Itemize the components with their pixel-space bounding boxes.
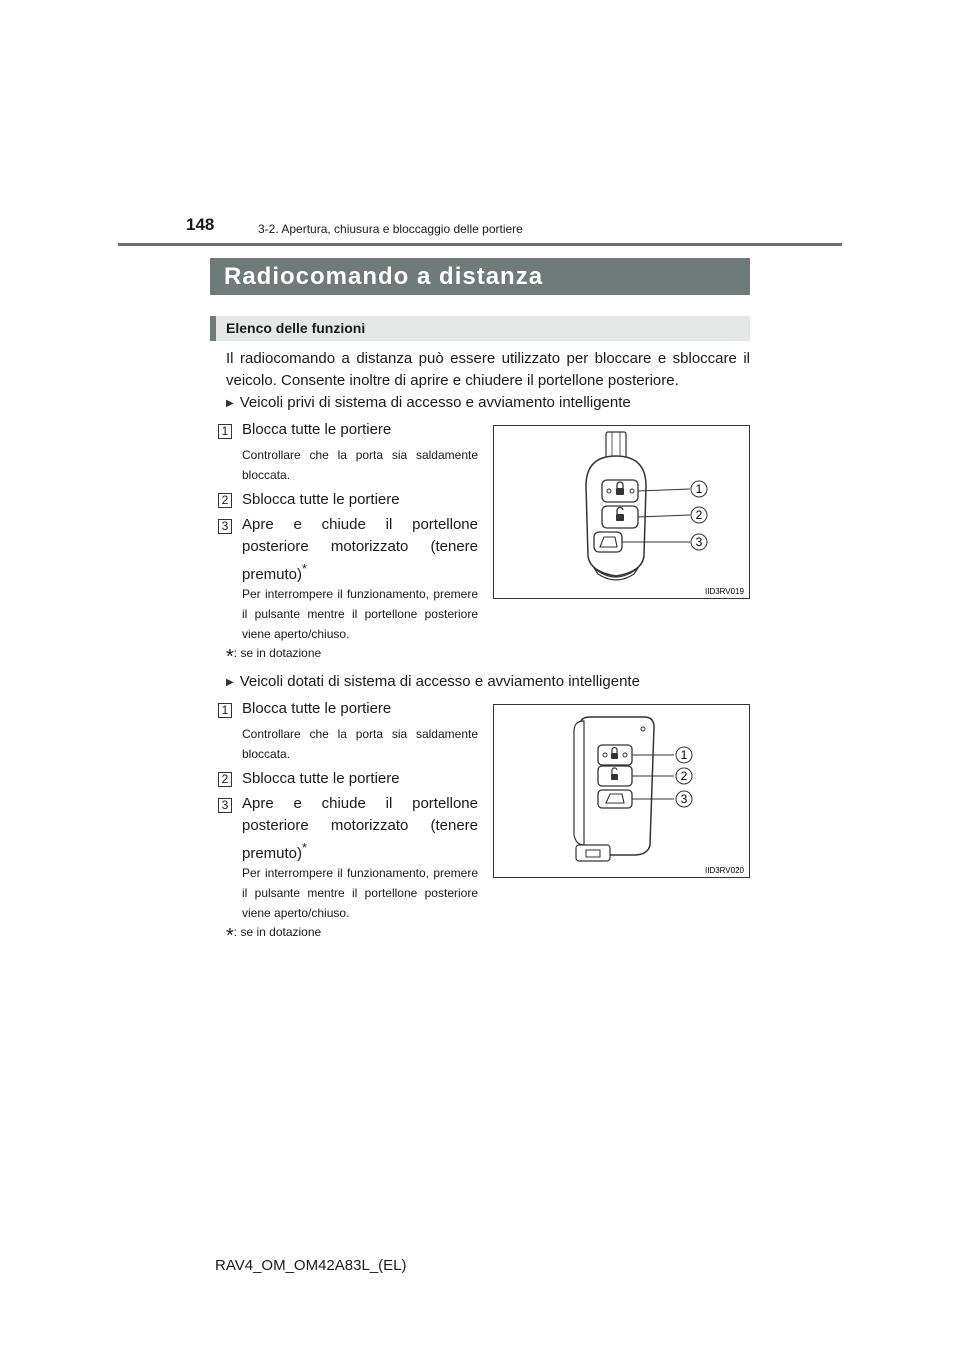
figure-key-remote [493,425,750,599]
callout-1: 1 [680,748,688,762]
figure-smart-key [493,704,750,878]
item-number: 2 [218,493,232,508]
callout-2: 2 [680,769,688,783]
item-number: 2 [218,772,232,787]
item-label: Blocca tutte le portiere [242,421,392,438]
figure-code: IID3RV020 [705,866,744,875]
item-note: Controllare che la porta sia saldamente bloccata. [242,727,478,761]
model-code-footer: RAV4_OM_OM42A83L_(EL) [215,1257,407,1274]
item-number: 3 [218,519,232,534]
triangle-bullet-icon: ▶ [226,398,234,409]
page-number: 148 [186,215,215,234]
item-note: Per interrompere il funzionamento, premere il pulsante mentre il portellone posteriore viene aperto/chiuso. [242,866,478,920]
item-note: Controllare che la porta sia saldamente bloccata. [242,448,478,482]
figure-code: IID3RV019 [705,587,744,596]
callout-3: 3 [680,792,688,806]
item-label: Apre e chiude il portellone posteriore motorizzato (tenere premuto)* [242,516,478,583]
item-label: Blocca tutte le portiere [242,700,392,717]
item-number: 3 [218,798,232,813]
item-number: 1 [218,703,232,718]
callout-1: 1 [695,482,703,496]
item-label: Apre e chiude il portellone posteriore motorizzato (tenere premuto)* [242,795,478,862]
section-subtitle: Elenco delle funzioni [210,316,750,341]
callout-2: 2 [695,508,703,522]
item-note: Per interrompere il funzionamento, premere il pulsante mentre il portellone posteriore viene aperto/chiuso. [242,587,478,641]
item-label: Sblocca tutte le portiere [242,770,400,787]
item-number: 1 [218,424,232,439]
callout-3: 3 [695,535,703,549]
asterisk-mark: * [302,841,307,855]
tailgate-button-icon [598,790,632,808]
header-divider [118,243,842,246]
page-title: Radiocomando a distanza [210,258,750,295]
footnote: *: se in dotazione [226,646,322,668]
section-heading-with-smart-key: ▶ Veicoli dotati di sistema di accesso e avviamento intelligente [226,673,640,690]
section-heading-without-smart-key: ▶ Veicoli privi di sistema di accesso e avviamento intelligente [226,394,631,411]
asterisk-mark: * [302,562,307,576]
intro-paragraph: Il radiocomando a distanza può essere utilizzato per bloccare e sbloccare il veicolo. Consente inoltre di aprire e chiudere il portellone posteriore. [226,350,750,389]
smart-key-illustration [494,705,749,877]
footnote: *: se in dotazione [226,925,322,947]
item-label: Sblocca tutte le portiere [242,491,400,508]
triangle-bullet-icon: ▶ [226,677,234,688]
key-remote-illustration [494,426,749,598]
section-heading: 3-2. Apertura, chiusura e bloccaggio delle portiere [258,222,523,236]
tailgate-button-icon [594,532,622,552]
